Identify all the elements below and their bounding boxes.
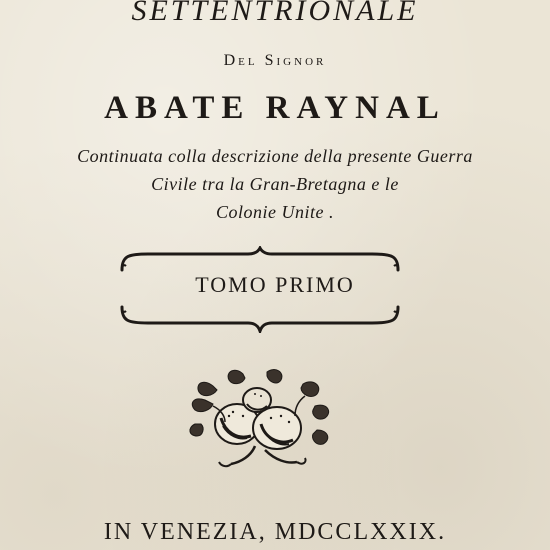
by-line: Del Signor: [223, 52, 327, 69]
fruit-vignette-icon: [185, 366, 335, 476]
author-name: ABATE RAYNAL: [104, 90, 446, 126]
volume-label: TOMO PRIMO: [195, 272, 355, 297]
subtitle-line-3: Colonie Unite .: [216, 202, 334, 222]
bottom-brace-rule: [118, 303, 402, 333]
subtitle-line-1: Continuata colla descrizione della presente Guerra: [77, 146, 473, 166]
title-heading: SETTENTRIONALE: [131, 0, 419, 27]
subtitle-line-2: Civile tra la Gran-Bretagna e le: [151, 174, 399, 194]
imprint-line: IN VENEZIA, MDCCLXXIX.: [103, 519, 447, 545]
